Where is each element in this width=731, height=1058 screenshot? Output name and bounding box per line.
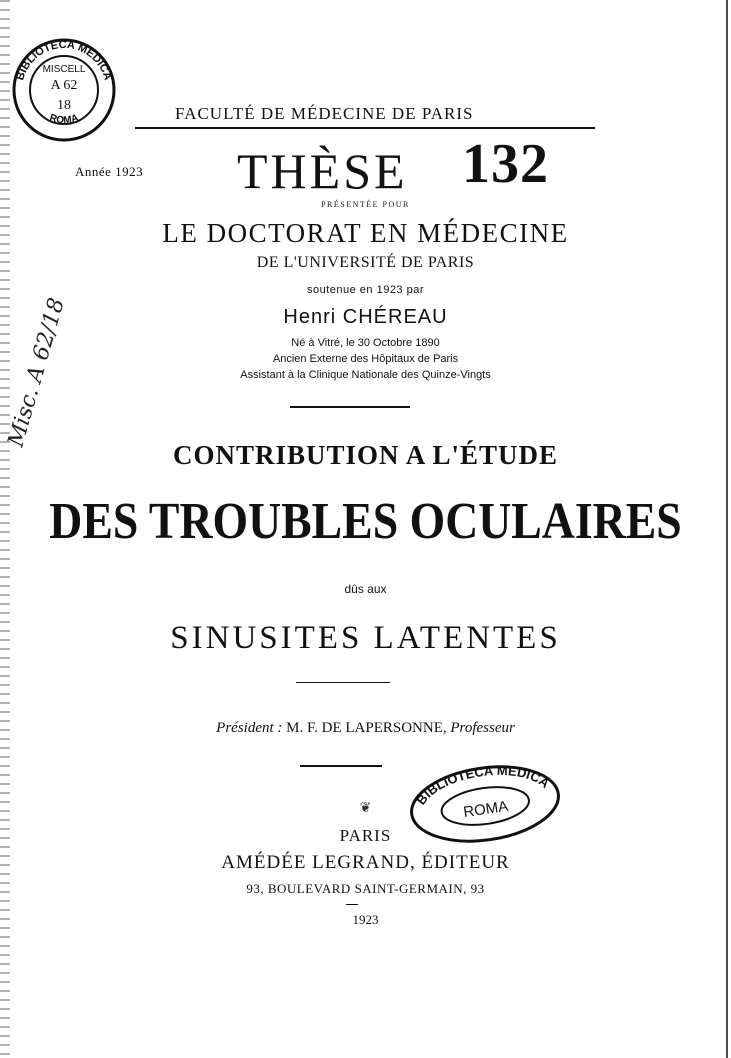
lower-rule <box>300 765 382 767</box>
title-line-3: dûs aux <box>344 582 387 596</box>
president-name: M. F. DE LAPERSONNE, <box>286 720 447 736</box>
degree-line: LE DOCTORAT EN MÉDECINE <box>162 218 569 248</box>
stamp-line-1: MISCELL <box>42 64 86 75</box>
stamp-ring-bottom-text: ROMA <box>48 112 80 127</box>
imprint-city: PARIS <box>339 826 392 845</box>
stamp-line-2: A 62 <box>50 78 78 93</box>
author-position-1: Ancien Externe des Hôpitaux de Paris <box>272 353 459 365</box>
author-position-2: Assistant à la Clinique Nationale des Quinze-Vingts <box>240 369 491 381</box>
imprint-dash <box>346 904 358 905</box>
title-line-2: DES TROUBLES OCULAIRES <box>49 493 682 550</box>
svg-text:ROMA <box>48 113 80 127</box>
stamp-line-3: 18 <box>57 98 71 113</box>
thesis-number: 132 <box>462 133 549 195</box>
stamp-ring-top-text: BIBLIOTECA MEDICA <box>14 38 114 82</box>
imprint-year: 1923 <box>352 912 379 927</box>
title-line-4: SINUSITES LATENTES <box>170 620 561 656</box>
imprint-publisher: AMÉDÉE LEGRAND, ÉDITEUR <box>221 852 510 873</box>
title-line-1: CONTRIBUTION A L'ÉTUDE <box>172 440 559 470</box>
author-name: Henri CHÉREAU <box>283 306 448 328</box>
oval-stamp-inner-text: ROMA <box>462 797 510 821</box>
middle-rule <box>290 406 410 408</box>
author-birth: Né à Vitré, le 30 Octobre 1890 <box>291 337 440 349</box>
president-title: Professeur <box>450 720 515 736</box>
handwritten-shelfmark: Misc. A 62/18 <box>3 295 70 450</box>
right-page-edge <box>726 0 728 1058</box>
these-title: THÈSE <box>237 143 408 199</box>
year-label: Année 1923 <box>75 164 144 179</box>
defended-line: soutenue en 1923 par <box>306 284 425 296</box>
top-rule <box>135 127 595 129</box>
oval-stamp-ring-text: BIBLIOTECA MEDICA <box>413 762 553 808</box>
university-line: DE L'UNIVERSITÉ DE PARIS <box>256 254 475 271</box>
jury-president <box>0 720 731 737</box>
imprint-address: 93, BOULEVARD SAINT-GERMAIN, 93 <box>246 881 485 896</box>
title-rule <box>296 682 390 683</box>
faculty-heading: FACULTÉ DE MÉDECINE DE PARIS <box>175 104 474 123</box>
left-binding-edge <box>0 0 10 1058</box>
presentee-line: PRÉSENTÉE POUR <box>321 200 410 209</box>
president-label: Président : <box>216 720 283 736</box>
ornament-icon: ❦ <box>359 801 372 816</box>
svg-text:BIBLIOTECA MEDICA <box>14 39 114 82</box>
library-stamp-round <box>10 36 118 144</box>
